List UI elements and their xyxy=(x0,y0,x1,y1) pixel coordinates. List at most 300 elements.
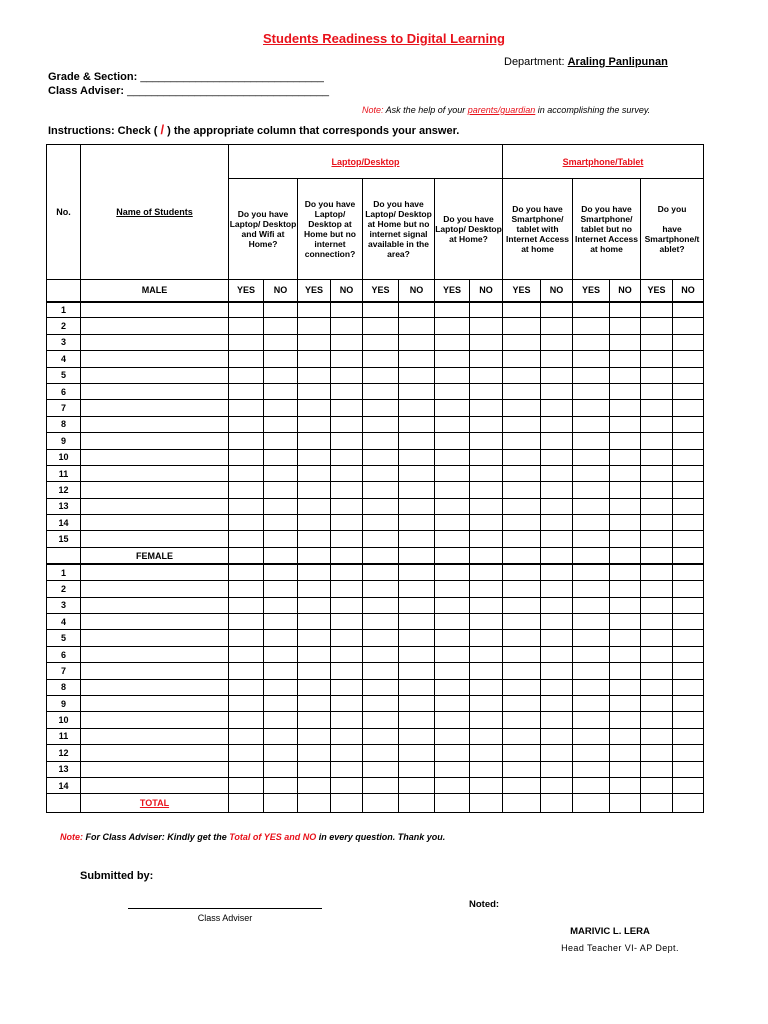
female-answer-cell[interactable] xyxy=(541,581,573,597)
male-answer-cell[interactable] xyxy=(610,400,641,416)
female-answer-cell[interactable] xyxy=(673,728,704,744)
male-answer-cell[interactable] xyxy=(610,383,641,399)
male-answer-cell[interactable] xyxy=(264,318,298,334)
female-answer-cell[interactable] xyxy=(470,614,503,630)
male-answer-cell[interactable] xyxy=(470,383,503,399)
female-answer-cell[interactable] xyxy=(331,581,363,597)
male-answer-cell[interactable] xyxy=(435,367,470,383)
female-answer-cell[interactable] xyxy=(298,646,331,662)
male-answer-cell[interactable] xyxy=(298,449,331,465)
male-answer-cell[interactable] xyxy=(435,482,470,498)
female-answer-cell[interactable] xyxy=(503,761,541,777)
male-answer-cell[interactable] xyxy=(229,302,264,318)
female-answer-cell[interactable] xyxy=(229,761,264,777)
female-answer-cell[interactable] xyxy=(503,646,541,662)
female-answer-cell[interactable] xyxy=(363,712,399,728)
male-student-name-cell[interactable] xyxy=(81,383,229,399)
male-answer-cell[interactable] xyxy=(399,351,435,367)
male-answer-cell[interactable] xyxy=(673,302,704,318)
male-answer-cell[interactable] xyxy=(610,465,641,481)
female-answer-cell[interactable] xyxy=(264,695,298,711)
male-answer-cell[interactable] xyxy=(503,318,541,334)
male-answer-cell[interactable] xyxy=(331,302,363,318)
female-student-name-cell[interactable] xyxy=(81,679,229,695)
female-answer-cell[interactable] xyxy=(331,663,363,679)
female-student-name-cell[interactable] xyxy=(81,712,229,728)
male-answer-cell[interactable] xyxy=(229,531,264,547)
female-answer-cell[interactable] xyxy=(363,581,399,597)
female-answer-cell[interactable] xyxy=(573,614,610,630)
male-answer-cell[interactable] xyxy=(363,400,399,416)
male-answer-cell[interactable] xyxy=(673,482,704,498)
female-answer-cell[interactable] xyxy=(503,728,541,744)
male-student-name-cell[interactable] xyxy=(81,367,229,383)
female-answer-cell[interactable] xyxy=(399,728,435,744)
male-answer-cell[interactable] xyxy=(641,367,673,383)
female-answer-cell[interactable] xyxy=(610,581,641,597)
male-answer-cell[interactable] xyxy=(363,383,399,399)
female-answer-cell[interactable] xyxy=(264,581,298,597)
male-answer-cell[interactable] xyxy=(363,498,399,514)
male-answer-cell[interactable] xyxy=(264,433,298,449)
male-student-name-cell[interactable] xyxy=(81,302,229,318)
male-answer-cell[interactable] xyxy=(573,302,610,318)
male-answer-cell[interactable] xyxy=(264,334,298,350)
female-answer-cell[interactable] xyxy=(641,777,673,793)
female-answer-cell[interactable] xyxy=(229,564,264,580)
male-answer-cell[interactable] xyxy=(435,351,470,367)
male-answer-cell[interactable] xyxy=(573,383,610,399)
male-answer-cell[interactable] xyxy=(573,351,610,367)
female-answer-cell[interactable] xyxy=(331,646,363,662)
male-answer-cell[interactable] xyxy=(298,334,331,350)
female-answer-cell[interactable] xyxy=(363,679,399,695)
female-answer-cell[interactable] xyxy=(435,614,470,630)
male-answer-cell[interactable] xyxy=(399,367,435,383)
female-answer-cell[interactable] xyxy=(298,679,331,695)
male-answer-cell[interactable] xyxy=(673,465,704,481)
male-answer-cell[interactable] xyxy=(331,334,363,350)
female-answer-cell[interactable] xyxy=(470,712,503,728)
female-answer-cell[interactable] xyxy=(641,630,673,646)
male-answer-cell[interactable] xyxy=(641,465,673,481)
male-answer-cell[interactable] xyxy=(541,449,573,465)
female-answer-cell[interactable] xyxy=(435,761,470,777)
male-answer-cell[interactable] xyxy=(573,367,610,383)
male-answer-cell[interactable] xyxy=(541,400,573,416)
female-answer-cell[interactable] xyxy=(673,614,704,630)
female-answer-cell[interactable] xyxy=(470,597,503,613)
female-answer-cell[interactable] xyxy=(673,679,704,695)
female-answer-cell[interactable] xyxy=(673,695,704,711)
female-answer-cell[interactable] xyxy=(470,581,503,597)
male-student-name-cell[interactable] xyxy=(81,334,229,350)
female-answer-cell[interactable] xyxy=(503,679,541,695)
female-answer-cell[interactable] xyxy=(399,597,435,613)
female-answer-cell[interactable] xyxy=(264,728,298,744)
female-answer-cell[interactable] xyxy=(503,630,541,646)
male-answer-cell[interactable] xyxy=(503,334,541,350)
female-answer-cell[interactable] xyxy=(641,663,673,679)
male-answer-cell[interactable] xyxy=(298,416,331,432)
female-answer-cell[interactable] xyxy=(399,761,435,777)
male-answer-cell[interactable] xyxy=(399,433,435,449)
male-answer-cell[interactable] xyxy=(503,302,541,318)
female-answer-cell[interactable] xyxy=(610,728,641,744)
female-answer-cell[interactable] xyxy=(641,728,673,744)
male-answer-cell[interactable] xyxy=(503,498,541,514)
female-answer-cell[interactable] xyxy=(363,564,399,580)
male-answer-cell[interactable] xyxy=(331,383,363,399)
male-answer-cell[interactable] xyxy=(641,351,673,367)
female-student-name-cell[interactable] xyxy=(81,695,229,711)
female-answer-cell[interactable] xyxy=(610,614,641,630)
female-answer-cell[interactable] xyxy=(331,679,363,695)
female-student-name-cell[interactable] xyxy=(81,728,229,744)
male-answer-cell[interactable] xyxy=(610,498,641,514)
female-answer-cell[interactable] xyxy=(610,663,641,679)
female-answer-cell[interactable] xyxy=(503,663,541,679)
female-student-name-cell[interactable] xyxy=(81,597,229,613)
female-answer-cell[interactable] xyxy=(229,646,264,662)
female-answer-cell[interactable] xyxy=(641,564,673,580)
female-answer-cell[interactable] xyxy=(541,745,573,761)
male-answer-cell[interactable] xyxy=(399,465,435,481)
male-answer-cell[interactable] xyxy=(641,302,673,318)
female-answer-cell[interactable] xyxy=(399,646,435,662)
male-answer-cell[interactable] xyxy=(470,302,503,318)
female-answer-cell[interactable] xyxy=(298,728,331,744)
male-answer-cell[interactable] xyxy=(541,318,573,334)
male-answer-cell[interactable] xyxy=(229,367,264,383)
female-answer-cell[interactable] xyxy=(541,646,573,662)
male-answer-cell[interactable] xyxy=(573,482,610,498)
male-student-name-cell[interactable] xyxy=(81,498,229,514)
female-answer-cell[interactable] xyxy=(641,614,673,630)
female-answer-cell[interactable] xyxy=(573,761,610,777)
male-answer-cell[interactable] xyxy=(298,433,331,449)
male-answer-cell[interactable] xyxy=(503,531,541,547)
total-cell[interactable] xyxy=(470,794,503,813)
female-answer-cell[interactable] xyxy=(435,679,470,695)
female-answer-cell[interactable] xyxy=(229,581,264,597)
female-answer-cell[interactable] xyxy=(435,581,470,597)
total-cell[interactable] xyxy=(435,794,470,813)
female-student-name-cell[interactable] xyxy=(81,564,229,580)
male-student-name-cell[interactable] xyxy=(81,515,229,531)
male-answer-cell[interactable] xyxy=(673,433,704,449)
male-answer-cell[interactable] xyxy=(610,531,641,547)
male-answer-cell[interactable] xyxy=(229,465,264,481)
male-answer-cell[interactable] xyxy=(264,482,298,498)
male-answer-cell[interactable] xyxy=(470,367,503,383)
male-answer-cell[interactable] xyxy=(470,334,503,350)
male-answer-cell[interactable] xyxy=(610,482,641,498)
female-answer-cell[interactable] xyxy=(363,745,399,761)
male-answer-cell[interactable] xyxy=(641,531,673,547)
male-answer-cell[interactable] xyxy=(470,400,503,416)
male-student-name-cell[interactable] xyxy=(81,351,229,367)
total-cell[interactable] xyxy=(399,794,435,813)
male-answer-cell[interactable] xyxy=(229,416,264,432)
male-answer-cell[interactable] xyxy=(641,449,673,465)
female-answer-cell[interactable] xyxy=(229,679,264,695)
female-answer-cell[interactable] xyxy=(541,728,573,744)
female-answer-cell[interactable] xyxy=(399,581,435,597)
male-answer-cell[interactable] xyxy=(610,367,641,383)
female-answer-cell[interactable] xyxy=(573,630,610,646)
male-answer-cell[interactable] xyxy=(541,433,573,449)
male-answer-cell[interactable] xyxy=(541,383,573,399)
female-answer-cell[interactable] xyxy=(399,630,435,646)
male-answer-cell[interactable] xyxy=(435,334,470,350)
male-answer-cell[interactable] xyxy=(399,318,435,334)
male-answer-cell[interactable] xyxy=(298,383,331,399)
male-answer-cell[interactable] xyxy=(264,498,298,514)
female-answer-cell[interactable] xyxy=(573,564,610,580)
female-answer-cell[interactable] xyxy=(641,581,673,597)
female-answer-cell[interactable] xyxy=(435,630,470,646)
female-answer-cell[interactable] xyxy=(541,597,573,613)
female-answer-cell[interactable] xyxy=(573,679,610,695)
male-answer-cell[interactable] xyxy=(399,531,435,547)
female-answer-cell[interactable] xyxy=(363,761,399,777)
female-answer-cell[interactable] xyxy=(264,597,298,613)
female-answer-cell[interactable] xyxy=(229,745,264,761)
male-answer-cell[interactable] xyxy=(573,515,610,531)
female-answer-cell[interactable] xyxy=(610,630,641,646)
female-answer-cell[interactable] xyxy=(673,745,704,761)
male-answer-cell[interactable] xyxy=(264,367,298,383)
male-answer-cell[interactable] xyxy=(435,433,470,449)
female-answer-cell[interactable] xyxy=(503,581,541,597)
female-answer-cell[interactable] xyxy=(673,564,704,580)
female-answer-cell[interactable] xyxy=(435,728,470,744)
male-answer-cell[interactable] xyxy=(541,351,573,367)
female-answer-cell[interactable] xyxy=(673,663,704,679)
male-answer-cell[interactable] xyxy=(399,449,435,465)
female-answer-cell[interactable] xyxy=(573,777,610,793)
male-answer-cell[interactable] xyxy=(641,318,673,334)
female-answer-cell[interactable] xyxy=(298,777,331,793)
male-answer-cell[interactable] xyxy=(470,498,503,514)
female-answer-cell[interactable] xyxy=(399,564,435,580)
female-student-name-cell[interactable] xyxy=(81,646,229,662)
female-answer-cell[interactable] xyxy=(573,712,610,728)
male-answer-cell[interactable] xyxy=(435,318,470,334)
female-answer-cell[interactable] xyxy=(673,777,704,793)
female-student-name-cell[interactable] xyxy=(81,745,229,761)
male-answer-cell[interactable] xyxy=(503,433,541,449)
male-answer-cell[interactable] xyxy=(298,400,331,416)
female-answer-cell[interactable] xyxy=(363,614,399,630)
female-answer-cell[interactable] xyxy=(541,679,573,695)
male-answer-cell[interactable] xyxy=(541,515,573,531)
male-answer-cell[interactable] xyxy=(610,449,641,465)
female-student-name-cell[interactable] xyxy=(81,663,229,679)
female-answer-cell[interactable] xyxy=(673,597,704,613)
female-answer-cell[interactable] xyxy=(435,646,470,662)
male-answer-cell[interactable] xyxy=(264,416,298,432)
female-answer-cell[interactable] xyxy=(435,564,470,580)
female-answer-cell[interactable] xyxy=(673,712,704,728)
female-answer-cell[interactable] xyxy=(573,728,610,744)
male-answer-cell[interactable] xyxy=(331,433,363,449)
male-answer-cell[interactable] xyxy=(331,449,363,465)
female-answer-cell[interactable] xyxy=(503,745,541,761)
male-answer-cell[interactable] xyxy=(298,515,331,531)
female-answer-cell[interactable] xyxy=(399,777,435,793)
male-answer-cell[interactable] xyxy=(610,515,641,531)
total-cell[interactable] xyxy=(541,794,573,813)
male-answer-cell[interactable] xyxy=(229,498,264,514)
female-answer-cell[interactable] xyxy=(470,564,503,580)
male-answer-cell[interactable] xyxy=(298,302,331,318)
female-answer-cell[interactable] xyxy=(610,597,641,613)
female-answer-cell[interactable] xyxy=(470,777,503,793)
total-cell[interactable] xyxy=(573,794,610,813)
female-answer-cell[interactable] xyxy=(331,695,363,711)
female-answer-cell[interactable] xyxy=(503,614,541,630)
male-answer-cell[interactable] xyxy=(298,367,331,383)
male-answer-cell[interactable] xyxy=(229,400,264,416)
male-answer-cell[interactable] xyxy=(573,416,610,432)
male-answer-cell[interactable] xyxy=(470,449,503,465)
female-answer-cell[interactable] xyxy=(264,630,298,646)
male-answer-cell[interactable] xyxy=(399,302,435,318)
female-answer-cell[interactable] xyxy=(610,679,641,695)
female-student-name-cell[interactable] xyxy=(81,777,229,793)
female-answer-cell[interactable] xyxy=(331,564,363,580)
male-answer-cell[interactable] xyxy=(470,416,503,432)
male-answer-cell[interactable] xyxy=(363,334,399,350)
female-answer-cell[interactable] xyxy=(331,728,363,744)
male-answer-cell[interactable] xyxy=(673,334,704,350)
male-answer-cell[interactable] xyxy=(673,383,704,399)
male-answer-cell[interactable] xyxy=(435,449,470,465)
male-answer-cell[interactable] xyxy=(641,498,673,514)
male-answer-cell[interactable] xyxy=(573,449,610,465)
male-answer-cell[interactable] xyxy=(573,433,610,449)
female-answer-cell[interactable] xyxy=(610,745,641,761)
female-answer-cell[interactable] xyxy=(264,679,298,695)
male-answer-cell[interactable] xyxy=(470,318,503,334)
male-answer-cell[interactable] xyxy=(503,416,541,432)
female-answer-cell[interactable] xyxy=(503,695,541,711)
male-answer-cell[interactable] xyxy=(399,383,435,399)
female-answer-cell[interactable] xyxy=(435,597,470,613)
female-answer-cell[interactable] xyxy=(470,646,503,662)
male-answer-cell[interactable] xyxy=(435,531,470,547)
female-answer-cell[interactable] xyxy=(363,777,399,793)
male-answer-cell[interactable] xyxy=(503,400,541,416)
male-answer-cell[interactable] xyxy=(399,416,435,432)
male-answer-cell[interactable] xyxy=(470,433,503,449)
male-answer-cell[interactable] xyxy=(673,498,704,514)
male-answer-cell[interactable] xyxy=(641,515,673,531)
female-answer-cell[interactable] xyxy=(264,712,298,728)
male-answer-cell[interactable] xyxy=(610,416,641,432)
female-answer-cell[interactable] xyxy=(229,695,264,711)
male-answer-cell[interactable] xyxy=(331,318,363,334)
male-student-name-cell[interactable] xyxy=(81,400,229,416)
female-answer-cell[interactable] xyxy=(399,679,435,695)
total-cell[interactable] xyxy=(503,794,541,813)
female-student-name-cell[interactable] xyxy=(81,581,229,597)
female-answer-cell[interactable] xyxy=(573,663,610,679)
male-answer-cell[interactable] xyxy=(331,498,363,514)
female-answer-cell[interactable] xyxy=(435,712,470,728)
male-answer-cell[interactable] xyxy=(264,449,298,465)
male-answer-cell[interactable] xyxy=(673,416,704,432)
female-answer-cell[interactable] xyxy=(298,745,331,761)
female-answer-cell[interactable] xyxy=(331,712,363,728)
male-student-name-cell[interactable] xyxy=(81,449,229,465)
male-answer-cell[interactable] xyxy=(363,515,399,531)
total-cell[interactable] xyxy=(673,794,704,813)
male-answer-cell[interactable] xyxy=(363,465,399,481)
female-answer-cell[interactable] xyxy=(641,646,673,662)
total-cell[interactable] xyxy=(298,794,331,813)
male-answer-cell[interactable] xyxy=(264,515,298,531)
female-answer-cell[interactable] xyxy=(641,679,673,695)
male-answer-cell[interactable] xyxy=(435,498,470,514)
male-answer-cell[interactable] xyxy=(298,482,331,498)
female-answer-cell[interactable] xyxy=(399,745,435,761)
male-answer-cell[interactable] xyxy=(264,400,298,416)
male-answer-cell[interactable] xyxy=(229,318,264,334)
male-student-name-cell[interactable] xyxy=(81,531,229,547)
male-answer-cell[interactable] xyxy=(331,482,363,498)
male-answer-cell[interactable] xyxy=(641,334,673,350)
male-answer-cell[interactable] xyxy=(363,302,399,318)
male-answer-cell[interactable] xyxy=(503,351,541,367)
female-answer-cell[interactable] xyxy=(673,630,704,646)
male-answer-cell[interactable] xyxy=(610,318,641,334)
male-answer-cell[interactable] xyxy=(331,416,363,432)
female-answer-cell[interactable] xyxy=(264,614,298,630)
male-answer-cell[interactable] xyxy=(573,334,610,350)
female-answer-cell[interactable] xyxy=(264,745,298,761)
female-answer-cell[interactable] xyxy=(331,745,363,761)
female-answer-cell[interactable] xyxy=(298,564,331,580)
male-answer-cell[interactable] xyxy=(673,400,704,416)
female-answer-cell[interactable] xyxy=(229,630,264,646)
male-answer-cell[interactable] xyxy=(673,367,704,383)
male-answer-cell[interactable] xyxy=(298,351,331,367)
male-answer-cell[interactable] xyxy=(399,400,435,416)
male-answer-cell[interactable] xyxy=(503,383,541,399)
female-answer-cell[interactable] xyxy=(298,663,331,679)
total-cell[interactable] xyxy=(363,794,399,813)
male-answer-cell[interactable] xyxy=(298,531,331,547)
female-answer-cell[interactable] xyxy=(435,745,470,761)
male-answer-cell[interactable] xyxy=(399,498,435,514)
total-cell[interactable] xyxy=(641,794,673,813)
male-answer-cell[interactable] xyxy=(573,465,610,481)
female-answer-cell[interactable] xyxy=(641,761,673,777)
male-answer-cell[interactable] xyxy=(541,334,573,350)
female-answer-cell[interactable] xyxy=(673,761,704,777)
male-answer-cell[interactable] xyxy=(363,318,399,334)
female-answer-cell[interactable] xyxy=(503,777,541,793)
male-answer-cell[interactable] xyxy=(298,498,331,514)
female-answer-cell[interactable] xyxy=(399,695,435,711)
male-answer-cell[interactable] xyxy=(610,302,641,318)
female-answer-cell[interactable] xyxy=(435,777,470,793)
male-answer-cell[interactable] xyxy=(399,515,435,531)
female-answer-cell[interactable] xyxy=(541,777,573,793)
